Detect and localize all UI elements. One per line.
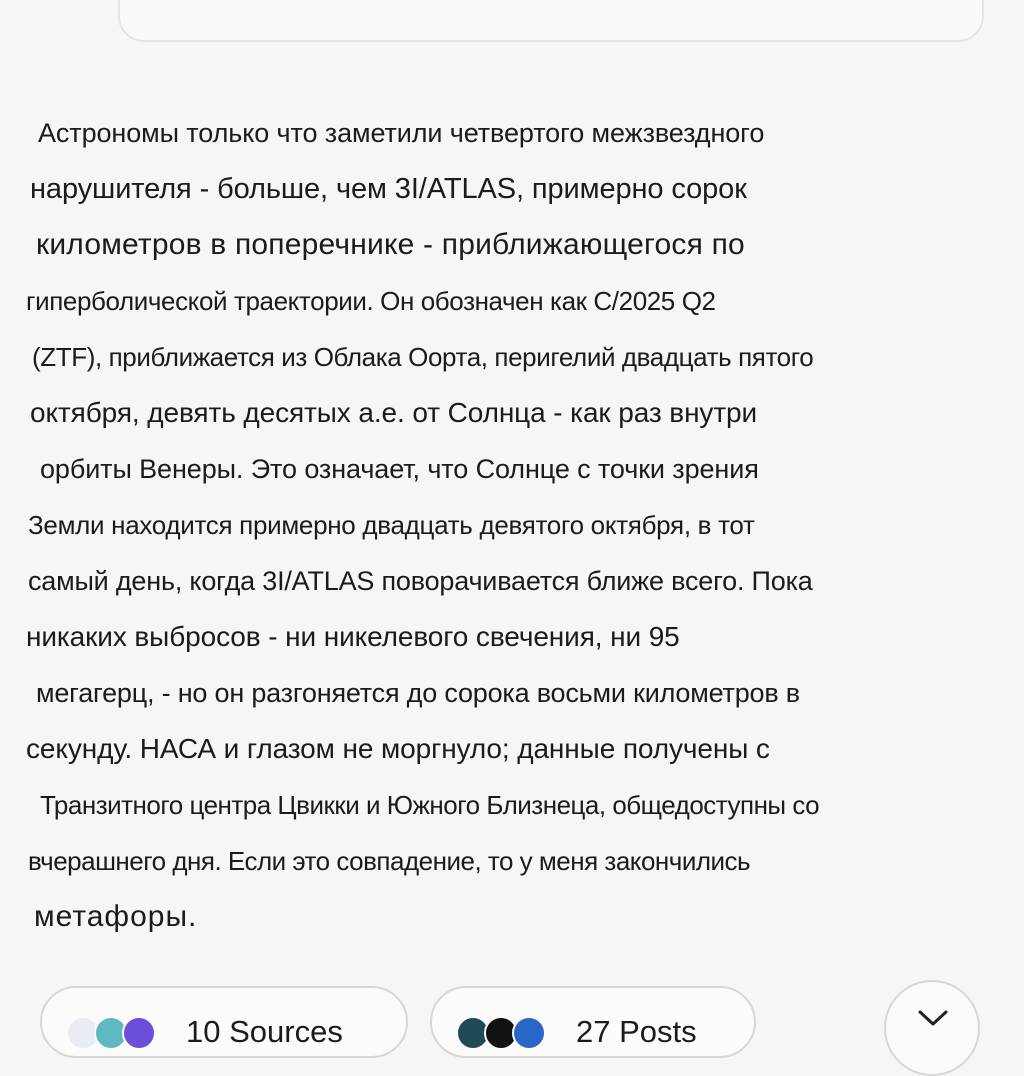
source-avatars [66,1006,174,1046]
sources-chip[interactable] [40,986,408,1058]
answer-line: самый день, когда 3I/ATLAS поворачивается ближе всего. Пока [28,566,813,596]
post-avatar [512,1016,546,1050]
answer-line: Транзитного центра Цвикки и Южного Близнеца, общедоступны со [40,790,820,820]
answer-line: километров в поперечнике - приближающегося по [36,228,745,261]
answer-line: Земли находится примерно двадцать девятого октября, в тот [28,510,755,540]
source-avatar [122,1016,156,1050]
answer-line: нарушителя - больше, чем 3I/ATLAS, примерно сорок [30,173,747,205]
answer-line: метафоры. [34,900,198,933]
answer-line: секунду. НАСА и глазом не моргнуло; данные получены с [26,733,770,764]
answer-line: мегагерц, - но он разгоняется до сорока восьми километров в [36,678,800,708]
answer-line: Астрономы только что заметили четвертого межзвездного [38,118,765,148]
posts-chip[interactable] [430,986,756,1058]
answer-line: никаких выбросов - ни никелевого свечения, ни 95 [26,621,680,652]
posts-label: 27 Posts [576,1014,697,1049]
answer-line: вчерашнего дня. Если это совпадение, то у меня закончились [28,846,751,876]
chevron-down-icon [917,1008,949,1028]
sources-label: 10 Sources [186,1014,343,1049]
answer-line: (ZTF), приближается из Облака Оорта, перигелий двадцать пятого [32,342,814,372]
expand-button[interactable] [884,980,980,1076]
post-avatars [456,1006,564,1046]
answer-line: октября, девять десятых а.е. от Солнца - как раз внутри [30,397,758,428]
answer-line: орбиты Венеры. Это означает, что Солнце с точки зрения [40,454,759,484]
answer-line: гиперболической траектории. Он обозначен как C/2025 Q2 [26,286,716,316]
previous-message-card [118,0,984,42]
